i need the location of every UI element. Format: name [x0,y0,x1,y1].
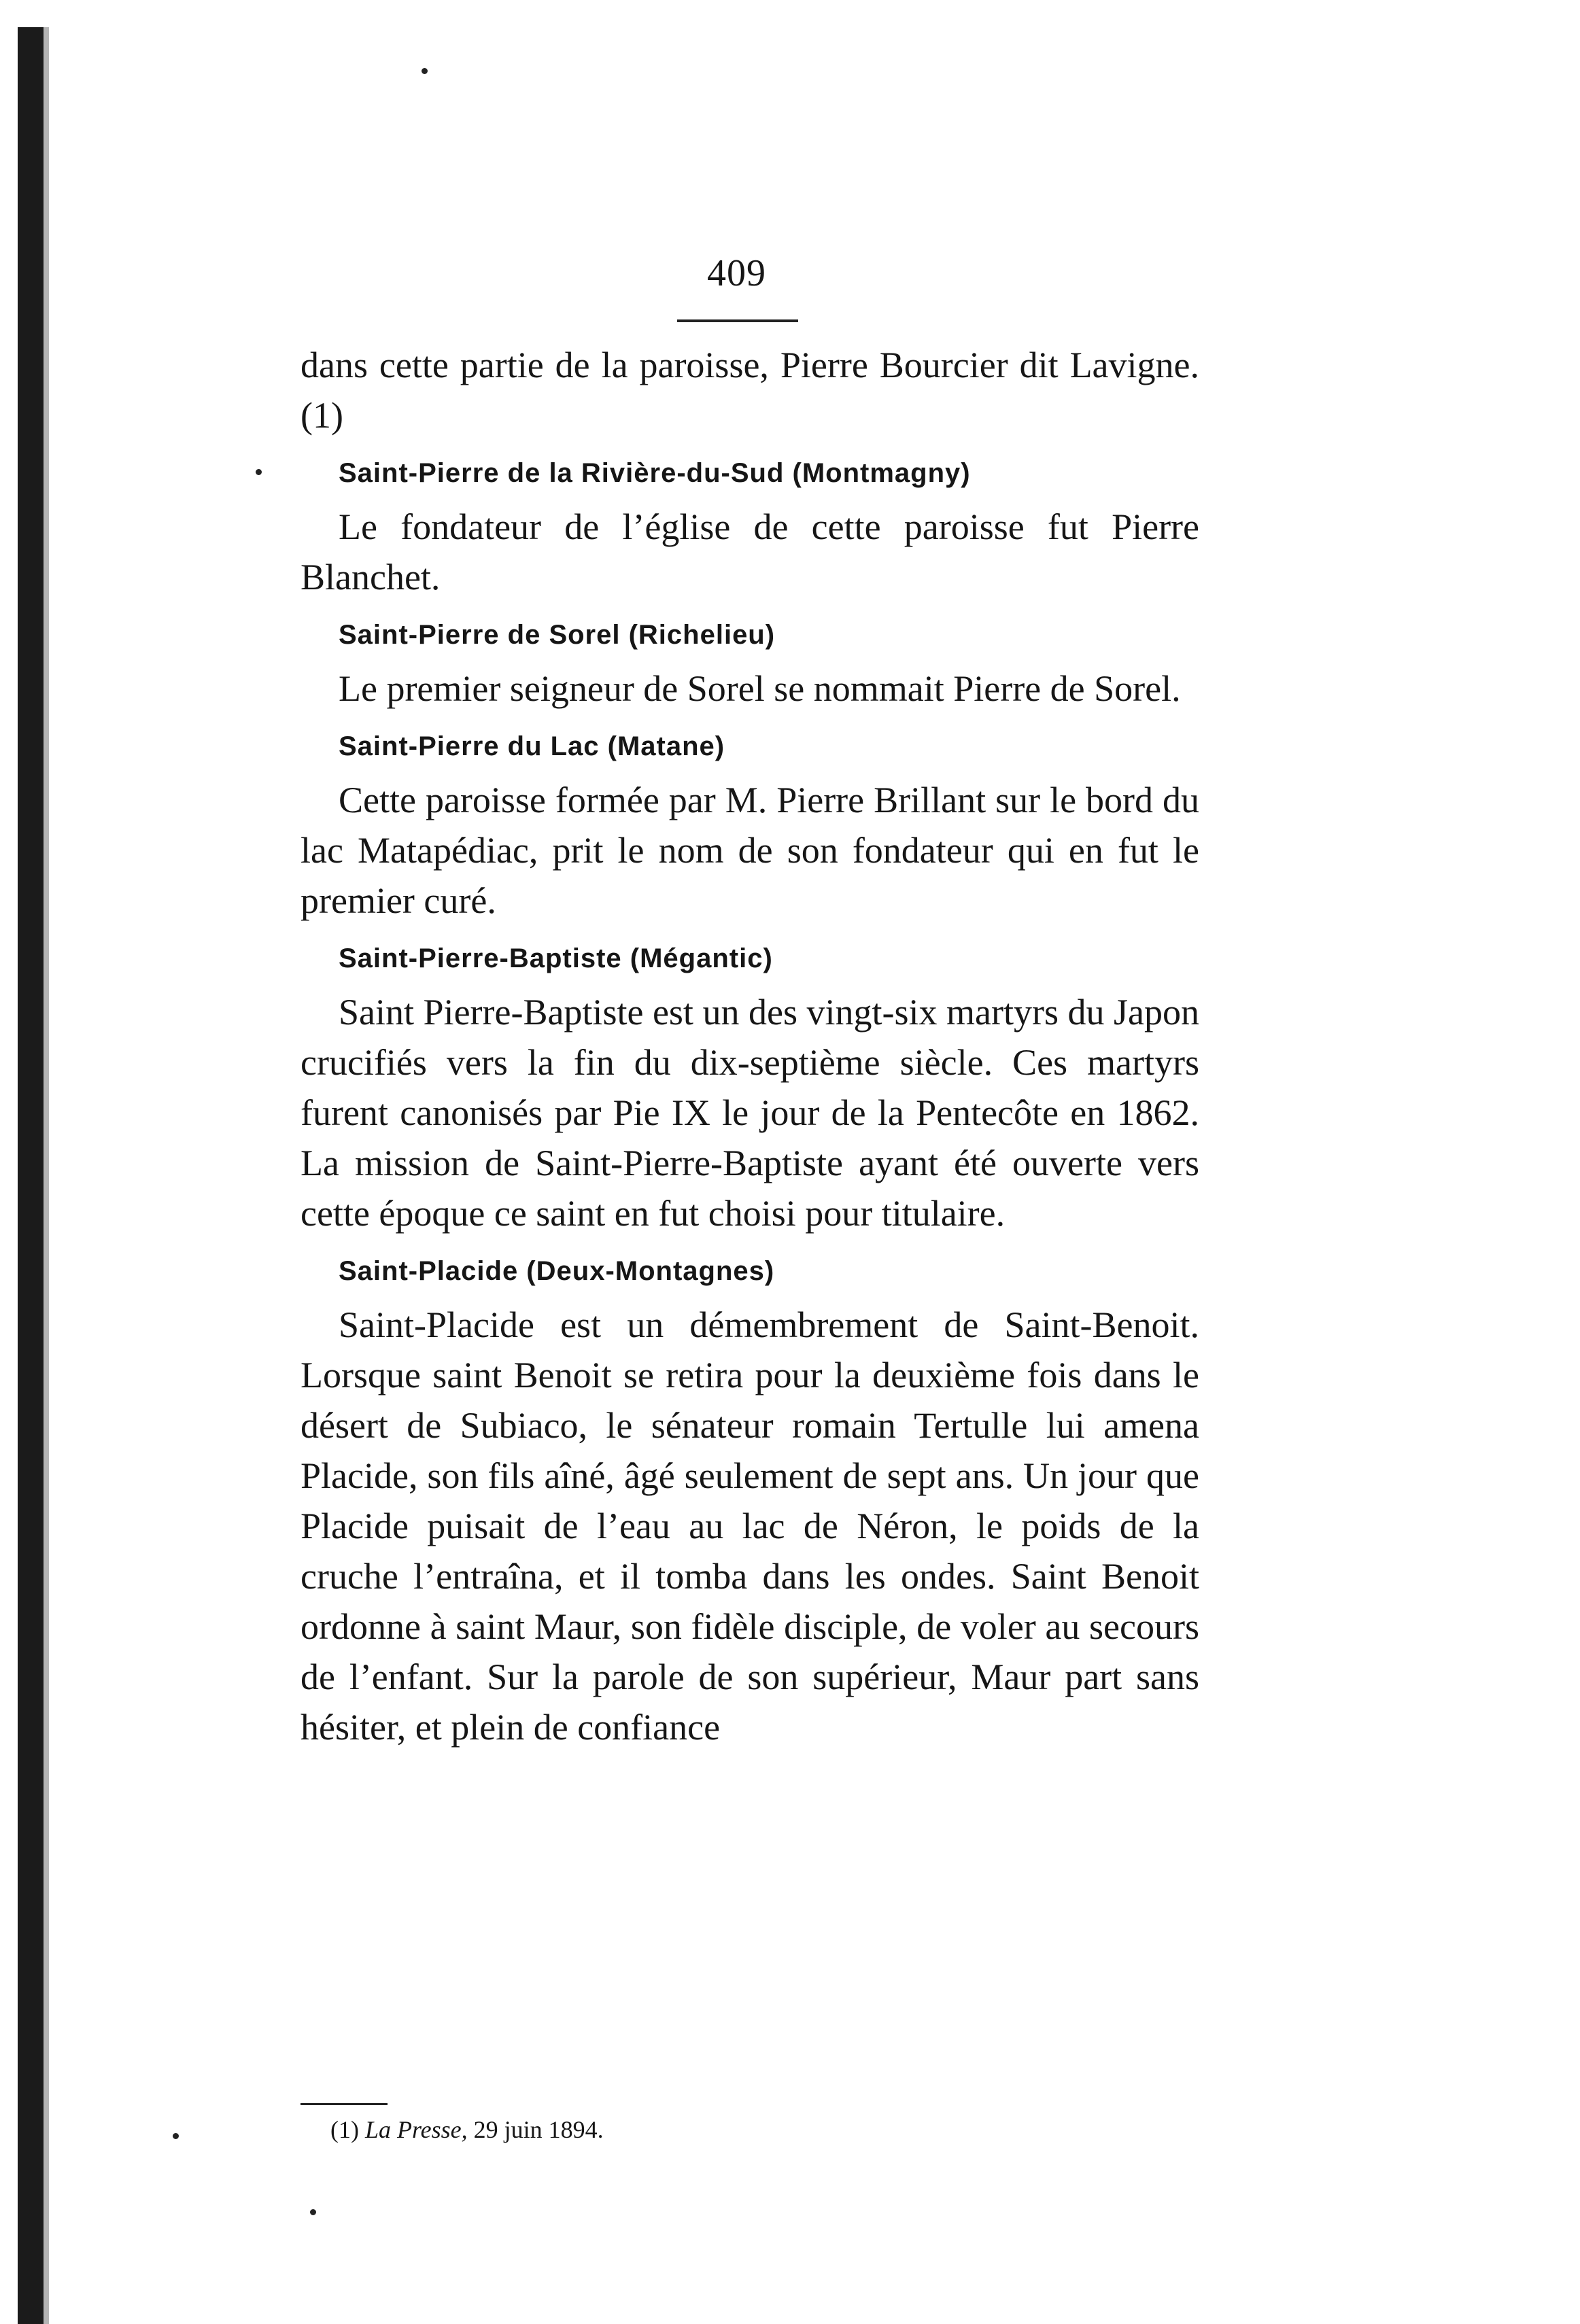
heading-saint-pierre-de-sorel: Saint-Pierre de Sorel (Richelieu) [339,620,776,650]
paragraph-pierre-baptiste: Saint Pierre-Baptiste est un des vingt-six martyrs du Japon crucifiés vers la fin du dix-septième siècle. Ces martyrs furent canonisés par Pie IX le jour de la Pentecôte en 1862. La mission de Saint-Pierre-Baptiste ayant été ouverte vers cette époque ce saint en fut choisi pour titulaire. [300,992,1199,1234]
scan-speck [256,469,262,475]
footnote-marker: (1) [330,2116,359,2143]
heading-saint-pierre-du-lac: Saint-Pierre du Lac (Matane) [339,731,725,761]
page-body [300,340,1199,1752]
paragraph-sorel: Le premier seigneur de Sorel se nommait Pierre de Sorel. [339,668,1181,709]
heading-saint-placide: Saint-Placide (Deux-Montagnes) [339,1256,775,1286]
scan-speck [422,68,428,74]
page-number-rule [677,319,798,322]
heading-saint-pierre-baptiste: Saint-Pierre-Baptiste (Mégantic) [339,943,773,973]
scan-speck [310,2209,316,2215]
footnote-rule [300,2103,388,2105]
paragraph-riviere-du-sud: Le fondateur de l’église de cette paroisse fut Pierre Blanchet. [300,506,1199,597]
paragraph-continuation: dans cette partie de la paroisse, Pierre Bourcier dit Lavigne. (1) [300,345,1199,436]
footnote-date: 29 juin 1894. [473,2116,604,2143]
page-number: 409 [707,252,766,294]
paragraph-saint-placide: Saint-Placide est un démembrement de Saint-Benoit. Lorsque saint Benoit se retira pour la deuxième fois dans le désert de Subiaco, le sénateur romain Tertulle lui amena Placide, son fils aîné, âgé seulement de sept ans. Un jour que Placide puisait de l’eau au lac de Néron, le poids de la cruche l’entraîna, et il tomba dans les ondes. Saint Benoit ordonne à saint Maur, son fidèle disciple, de voler au secours de l’enfant. Sur la parole de son supérieur, Maur part sans hésiter, et plein de confiance [300,1304,1199,1748]
footnote-journal: La Presse, [364,2116,468,2143]
binding-shadow [44,27,49,2324]
binding-edge [18,27,44,2324]
scan-speck [173,2133,179,2139]
paragraph-du-lac: Cette paroisse formée par M. Pierre Brillant sur le bord du lac Matapédiac, prit le nom de son fondateur qui en fut le premier curé. [300,780,1199,921]
footnote [330,2113,604,2147]
heading-saint-pierre-riviere-du-sud: Saint-Pierre de la Rivière-du-Sud (Montmagny) [339,458,971,488]
